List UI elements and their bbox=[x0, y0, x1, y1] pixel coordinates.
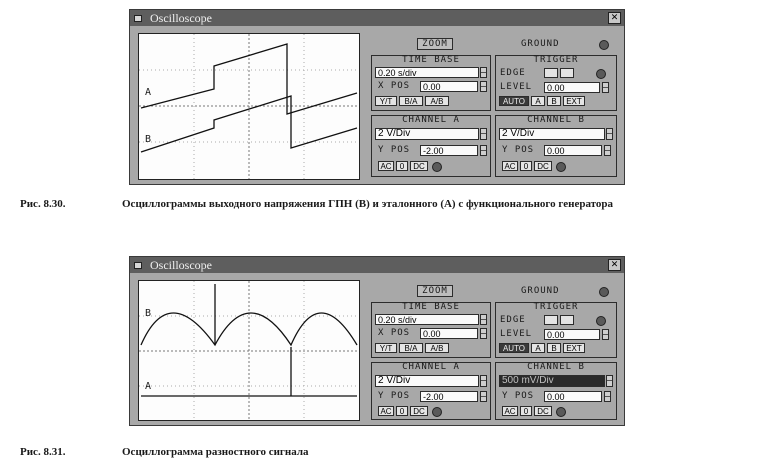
zoom-button[interactable]: ZOOM bbox=[417, 38, 453, 50]
title-bar[interactable] bbox=[130, 257, 624, 273]
scope-display bbox=[139, 34, 359, 179]
time-base-field[interactable]: 0.20 s/div bbox=[375, 67, 479, 78]
x-pos-label: X POS bbox=[378, 328, 411, 338]
channel-b-terminal-icon[interactable] bbox=[556, 407, 566, 417]
window-title: Oscilloscope bbox=[150, 11, 212, 25]
edge-label: EDGE bbox=[500, 315, 526, 325]
x-pos-stepper[interactable] bbox=[480, 328, 487, 339]
channel-b-ac-button[interactable]: AC bbox=[502, 406, 518, 416]
trigger-a-button[interactable]: A bbox=[531, 343, 545, 353]
mode-ba-button[interactable]: B/A bbox=[399, 96, 423, 106]
mode-yt-button[interactable]: Y/T bbox=[375, 343, 397, 353]
x-pos-label: X POS bbox=[378, 81, 411, 91]
channel-a-ac-button[interactable]: AC bbox=[378, 406, 394, 416]
trigger-a-button[interactable]: A bbox=[531, 96, 545, 106]
channel-b-ypos-label: Y POS bbox=[502, 145, 535, 155]
channel-b-zero-button[interactable]: 0 bbox=[520, 161, 532, 171]
channel-a-scale-field[interactable]: 2 V/Div bbox=[375, 128, 479, 140]
level-label: LEVEL bbox=[500, 82, 533, 92]
control-panel bbox=[367, 30, 619, 182]
channel-a-ypos-field[interactable]: -2.00 bbox=[420, 145, 478, 156]
trigger-section bbox=[495, 55, 617, 111]
edge-falling-icon[interactable] bbox=[560, 68, 574, 78]
trace-label-b: B bbox=[145, 134, 153, 145]
close-icon[interactable]: ✕ bbox=[608, 259, 621, 271]
level-label: LEVEL bbox=[500, 329, 533, 339]
channel-a-zero-button[interactable]: 0 bbox=[396, 161, 408, 171]
trace-label-a: A bbox=[145, 381, 153, 392]
level-stepper[interactable] bbox=[602, 82, 609, 93]
channel-a-dc-button[interactable]: DC bbox=[410, 161, 428, 171]
channel-b-ypos-field[interactable]: 0.00 bbox=[544, 145, 602, 156]
channel-a-terminal-icon[interactable] bbox=[432, 407, 442, 417]
edge-label: EDGE bbox=[500, 68, 526, 78]
channel-b-ypos-label: Y POS bbox=[502, 391, 535, 401]
channel-b-scale-field[interactable]: 2 V/Div bbox=[499, 128, 605, 140]
channel-b-terminal-icon[interactable] bbox=[556, 162, 566, 172]
channel-b-zero-button[interactable]: 0 bbox=[520, 406, 532, 416]
channel-a-ypos-label: Y POS bbox=[378, 391, 411, 401]
trigger-terminal-icon[interactable] bbox=[596, 69, 606, 79]
channel-a-ypos-stepper[interactable] bbox=[480, 145, 487, 156]
channel-b-ypos-stepper[interactable] bbox=[604, 391, 611, 402]
channel-b-title: CHANNEL B bbox=[527, 362, 585, 372]
channel-a-dc-button[interactable]: DC bbox=[410, 406, 428, 416]
mode-yt-button[interactable]: Y/T bbox=[375, 96, 397, 106]
level-field[interactable]: 0.00 bbox=[544, 82, 600, 93]
channel-a-title: CHANNEL A bbox=[402, 362, 460, 372]
channel-b-section bbox=[495, 362, 617, 420]
time-base-section bbox=[371, 302, 491, 358]
mode-ba-button[interactable]: B/A bbox=[399, 343, 423, 353]
channel-a-ypos-stepper[interactable] bbox=[480, 391, 487, 402]
close-icon[interactable]: ✕ bbox=[608, 12, 621, 24]
control-panel bbox=[367, 277, 619, 423]
trace-label-b: B bbox=[145, 308, 153, 319]
scope-screen bbox=[138, 280, 360, 421]
time-base-stepper[interactable] bbox=[480, 67, 487, 78]
scope-screen bbox=[138, 33, 360, 180]
level-field[interactable]: 0.00 bbox=[544, 329, 600, 340]
channel-a-terminal-icon[interactable] bbox=[432, 162, 442, 172]
time-base-stepper[interactable] bbox=[480, 314, 487, 325]
x-pos-field[interactable]: 0.00 bbox=[420, 328, 478, 339]
channel-a-ypos-field[interactable]: -2.00 bbox=[420, 391, 478, 402]
mode-ab-button[interactable]: A/B bbox=[425, 96, 449, 106]
zoom-button[interactable]: ZOOM bbox=[417, 285, 453, 297]
channel-b-scale-field[interactable]: 500 mV/Div bbox=[499, 375, 605, 387]
time-base-section bbox=[371, 55, 491, 111]
edge-falling-icon[interactable] bbox=[560, 315, 574, 325]
figure-caption-2: Осциллограмма разностного сигнала bbox=[122, 446, 309, 458]
trigger-title: TRIGGER bbox=[533, 55, 579, 65]
title-bar[interactable] bbox=[130, 10, 624, 26]
figure-number-2: Рис. 8.31. bbox=[20, 446, 66, 458]
channel-a-scale-stepper[interactable] bbox=[480, 128, 487, 140]
channel-a-ac-button[interactable]: AC bbox=[378, 161, 394, 171]
channel-b-scale-stepper[interactable] bbox=[606, 375, 613, 387]
time-base-field[interactable]: 0.20 s/div bbox=[375, 314, 479, 325]
edge-rising-icon[interactable] bbox=[544, 68, 558, 78]
channel-b-ypos-stepper[interactable] bbox=[604, 145, 611, 156]
channel-b-section bbox=[495, 115, 617, 177]
channel-a-title: CHANNEL A bbox=[402, 115, 460, 125]
channel-a-scale-stepper[interactable] bbox=[480, 375, 487, 387]
channel-b-dc-button[interactable]: DC bbox=[534, 406, 552, 416]
trigger-auto-button[interactable]: AUTO bbox=[499, 96, 529, 106]
x-pos-stepper[interactable] bbox=[480, 81, 487, 92]
system-menu-icon[interactable] bbox=[134, 262, 142, 269]
edge-rising-icon[interactable] bbox=[544, 315, 558, 325]
time-base-title: TIME BASE bbox=[402, 55, 460, 65]
channel-b-scale-stepper[interactable] bbox=[606, 128, 613, 140]
channel-a-section bbox=[371, 115, 491, 177]
trigger-b-button[interactable]: B bbox=[547, 343, 561, 353]
mode-ab-button[interactable]: A/B bbox=[425, 343, 449, 353]
x-pos-field[interactable]: 0.00 bbox=[420, 81, 478, 92]
ground-terminal-icon[interactable] bbox=[599, 40, 609, 50]
time-base-title: TIME BASE bbox=[402, 302, 460, 312]
window-title: Oscilloscope bbox=[150, 258, 212, 272]
trigger-b-button[interactable]: B bbox=[547, 96, 561, 106]
system-menu-icon[interactable] bbox=[134, 15, 142, 22]
channel-a-zero-button[interactable]: 0 bbox=[396, 406, 408, 416]
trace-label-a: A bbox=[145, 87, 153, 98]
trigger-ext-button[interactable]: EXT bbox=[563, 96, 585, 106]
channel-b-title: CHANNEL B bbox=[527, 115, 585, 125]
channel-a-section bbox=[371, 362, 491, 420]
ground-label: GROUND bbox=[521, 39, 560, 49]
channel-b-dc-button[interactable]: DC bbox=[534, 161, 552, 171]
ground-terminal-icon[interactable] bbox=[599, 287, 609, 297]
trigger-section bbox=[495, 302, 617, 358]
level-stepper[interactable] bbox=[602, 329, 609, 340]
trigger-auto-button[interactable]: AUTO bbox=[499, 343, 529, 353]
oscilloscope-window-2 bbox=[129, 256, 625, 426]
channel-b-ypos-field[interactable]: 0.00 bbox=[544, 391, 602, 402]
trigger-terminal-icon[interactable] bbox=[596, 316, 606, 326]
channel-b-ac-button[interactable]: AC bbox=[502, 161, 518, 171]
channel-a-ypos-label: Y POS bbox=[378, 145, 411, 155]
ground-label: GROUND bbox=[521, 286, 560, 296]
channel-a-scale-field[interactable]: 2 V/Div bbox=[375, 375, 479, 387]
scope-display bbox=[139, 281, 359, 420]
figure-number-1: Рис. 8.30. bbox=[20, 198, 66, 210]
figure-caption-1: Осциллограммы выходного напряжения ГПН (В) и эталонного (А) с функционального генератора bbox=[122, 198, 614, 210]
trigger-ext-button[interactable]: EXT bbox=[563, 343, 585, 353]
trigger-title: TRIGGER bbox=[533, 302, 579, 312]
oscilloscope-window-1 bbox=[129, 9, 625, 185]
